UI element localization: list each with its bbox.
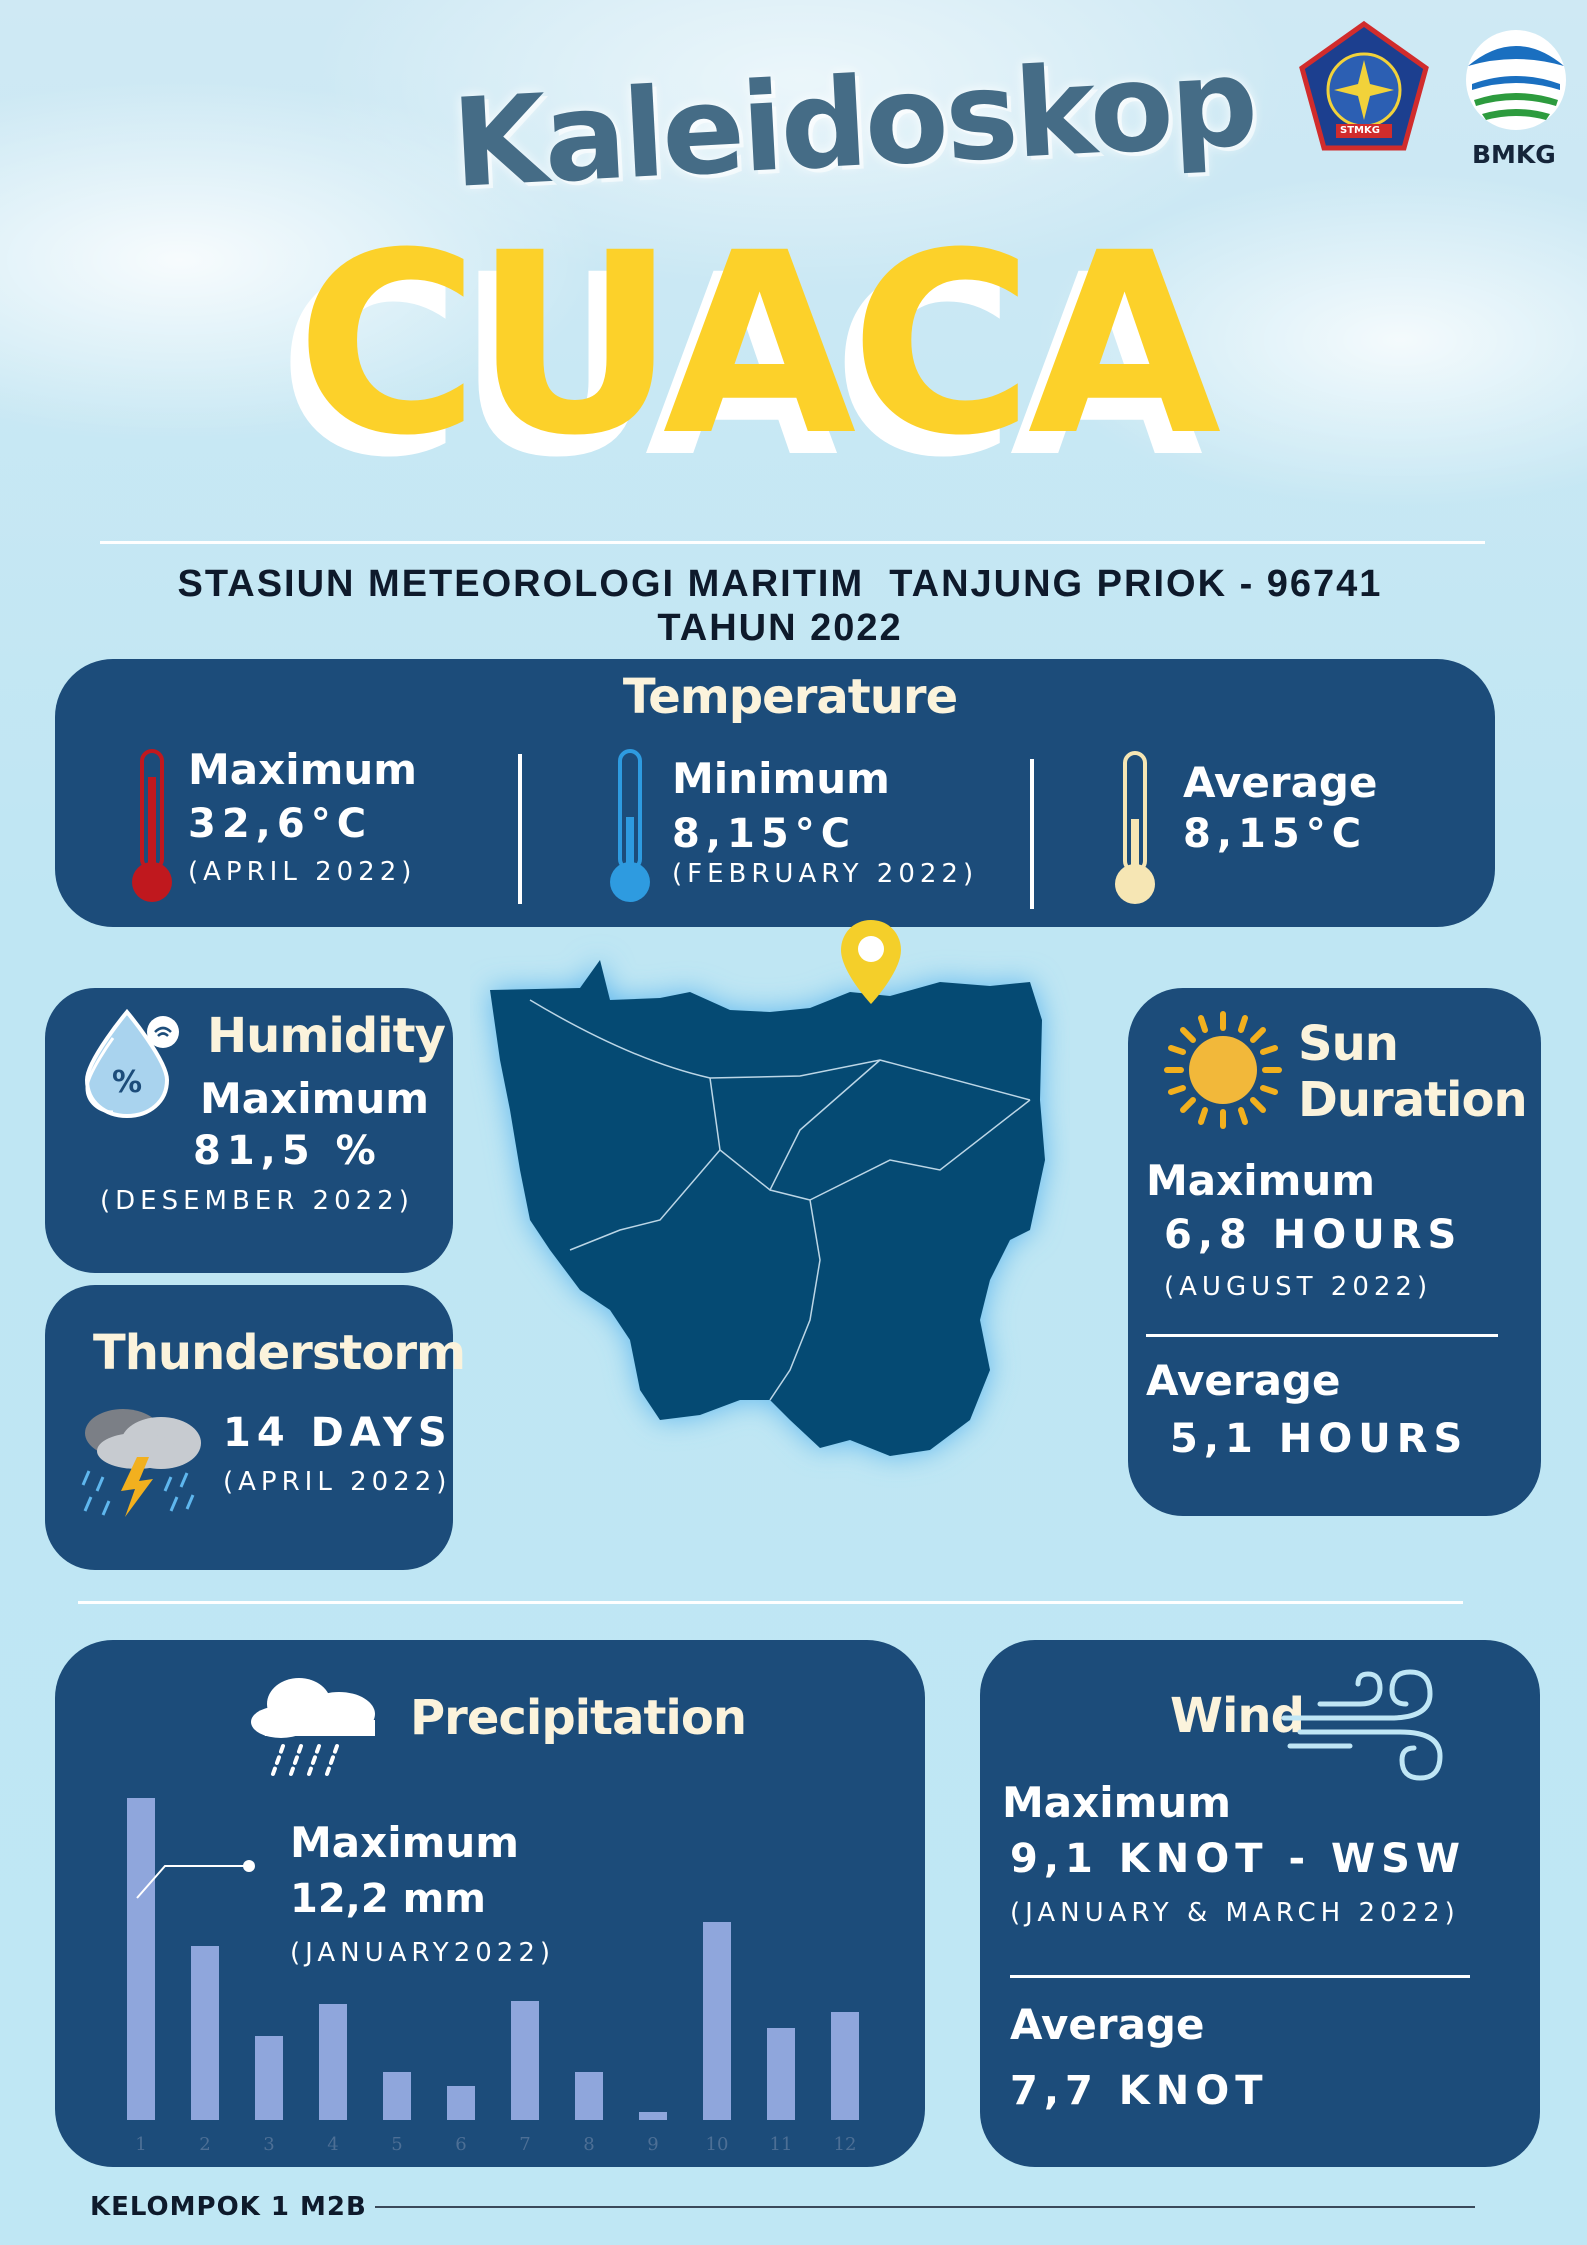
thunderstorm-value: 14 DAYS bbox=[223, 1410, 453, 1456]
precip-bar bbox=[575, 2072, 603, 2120]
wind-avg-label: Average bbox=[1010, 2000, 1205, 2049]
humidity-label: Maximum bbox=[200, 1074, 430, 1123]
location-pin-icon bbox=[838, 918, 904, 1012]
temp-avg-value: 8,15°C bbox=[1183, 811, 1368, 857]
sun-max-label: Maximum bbox=[1146, 1156, 1376, 1205]
precip-bar bbox=[831, 2012, 859, 2120]
precip-x-tick: 3 bbox=[263, 2134, 275, 2155]
temperature-title: Temperature bbox=[622, 669, 958, 725]
wind-max-date: (JANUARY & MARCH 2022) bbox=[1010, 1898, 1460, 1928]
humidity-panel bbox=[45, 988, 453, 1273]
precip-x-tick: 12 bbox=[833, 2134, 857, 2155]
sun-max-value: 6,8 HOURS bbox=[1164, 1212, 1463, 1258]
precip-max-date: (JANUARY2022) bbox=[290, 1938, 556, 1968]
temp-max-date: (APRIL 2022) bbox=[188, 857, 417, 887]
precip-bar bbox=[255, 2036, 283, 2120]
thunderstorm-date: (APRIL 2022) bbox=[223, 1467, 452, 1497]
precip-bar bbox=[447, 2086, 475, 2120]
wind-swirl-icon bbox=[1280, 1660, 1460, 1794]
precip-max-label: Maximum bbox=[290, 1818, 520, 1867]
wind-panel bbox=[980, 1640, 1540, 2167]
precip-x-tick: 5 bbox=[391, 2134, 403, 2155]
temp-divider-1 bbox=[518, 754, 522, 904]
precipitation-panel bbox=[55, 1640, 925, 2167]
temp-min-label: Minimum bbox=[672, 754, 890, 803]
precip-x-tick: 9 bbox=[647, 2134, 659, 2155]
thunderstorm-title: Thunderstorm bbox=[93, 1325, 466, 1381]
thermometer-yellow-icon bbox=[1110, 749, 1160, 913]
wind-title: Wind bbox=[1170, 1688, 1304, 1744]
sun-avg-value: 5,1 HOURS bbox=[1170, 1416, 1469, 1462]
humidity-date: (DESEMBER 2022) bbox=[100, 1186, 414, 1216]
wind-max-label: Maximum bbox=[1002, 1778, 1232, 1827]
wind-divider bbox=[1010, 1975, 1470, 1978]
precip-x-tick: 4 bbox=[327, 2134, 339, 2155]
precip-x-tick: 8 bbox=[583, 2134, 595, 2155]
max-callout-line bbox=[135, 1830, 255, 1904]
jakarta-map bbox=[470, 900, 1070, 1540]
sun-avg-label: Average bbox=[1146, 1356, 1341, 1405]
footer-line bbox=[375, 2206, 1475, 2208]
sun-title-line2: Duration bbox=[1298, 1072, 1527, 1128]
precip-x-tick: 10 bbox=[705, 2134, 729, 2155]
temperature-panel bbox=[55, 659, 1495, 927]
station-name: STASIUN METEOROLOGI MARITIM TANJUNG PRIOK - 96741 bbox=[177, 563, 1383, 605]
thunderstorm-panel bbox=[45, 1285, 466, 1570]
title-kaleidoskop: Kaleidoskop bbox=[448, 31, 1259, 215]
humidity-drop-icon bbox=[67, 1002, 187, 1126]
precip-bar bbox=[383, 2072, 411, 2120]
year-label: TAHUN 2022 bbox=[657, 607, 903, 649]
temp-min-date: (FEBRUARY 2022) bbox=[672, 859, 979, 889]
temp-min-value: 8,15°C bbox=[672, 811, 857, 857]
precipitation-title: Precipitation bbox=[410, 1690, 747, 1746]
sun-icon bbox=[1163, 1010, 1283, 1134]
stmkg-logo-text: STMKG bbox=[1340, 125, 1380, 136]
precip-x-tick: 2 bbox=[199, 2134, 211, 2155]
mid-divider bbox=[78, 1601, 1463, 1604]
humidity-title: Humidity bbox=[207, 1008, 445, 1064]
wind-avg-value: 7,7 KNOT bbox=[1010, 2068, 1269, 2114]
precip-x-tick: 7 bbox=[519, 2134, 531, 2155]
sun-max-date: (AUGUST 2022) bbox=[1164, 1272, 1433, 1302]
precip-bar bbox=[319, 2004, 347, 2120]
thermometer-red-icon bbox=[127, 747, 177, 911]
humidity-value: 81,5 % bbox=[193, 1128, 382, 1174]
svg-text:%: % bbox=[111, 1065, 143, 1100]
bmkg-logo-text: BMKG bbox=[1472, 140, 1556, 169]
header-divider bbox=[100, 541, 1485, 544]
sun-duration-panel bbox=[1128, 988, 1541, 1516]
precip-bar bbox=[703, 1922, 731, 2120]
sun-divider bbox=[1146, 1334, 1498, 1337]
thermometer-blue-icon bbox=[605, 747, 655, 911]
precip-x-tick: 1 bbox=[135, 2134, 147, 2155]
precip-bar bbox=[191, 1946, 219, 2120]
temp-divider-2 bbox=[1030, 759, 1034, 909]
stmkg-logo bbox=[1296, 20, 1432, 156]
precip-x-tick: 6 bbox=[455, 2134, 467, 2155]
sun-title-line1: Sun bbox=[1298, 1016, 1398, 1072]
temp-avg-label: Average bbox=[1183, 758, 1378, 807]
thunderstorm-cloud-icon bbox=[73, 1393, 213, 1527]
temp-max-label: Maximum bbox=[188, 745, 418, 794]
temp-max-value: 32,6°C bbox=[188, 801, 373, 847]
precip-x-tick: 11 bbox=[769, 2134, 793, 2155]
bmkg-logo bbox=[1458, 26, 1574, 176]
wind-max-value: 9,1 KNOT - WSW bbox=[1010, 1836, 1467, 1882]
precip-bar bbox=[767, 2028, 795, 2120]
precip-bar bbox=[511, 2001, 539, 2120]
precip-max-value: 12,2 mm bbox=[290, 1876, 486, 1922]
title-cuaca: CUACA bbox=[296, 199, 1216, 490]
footer-group: KELOMPOK 1 M2B bbox=[90, 2192, 367, 2222]
precip-bar bbox=[639, 2112, 667, 2120]
